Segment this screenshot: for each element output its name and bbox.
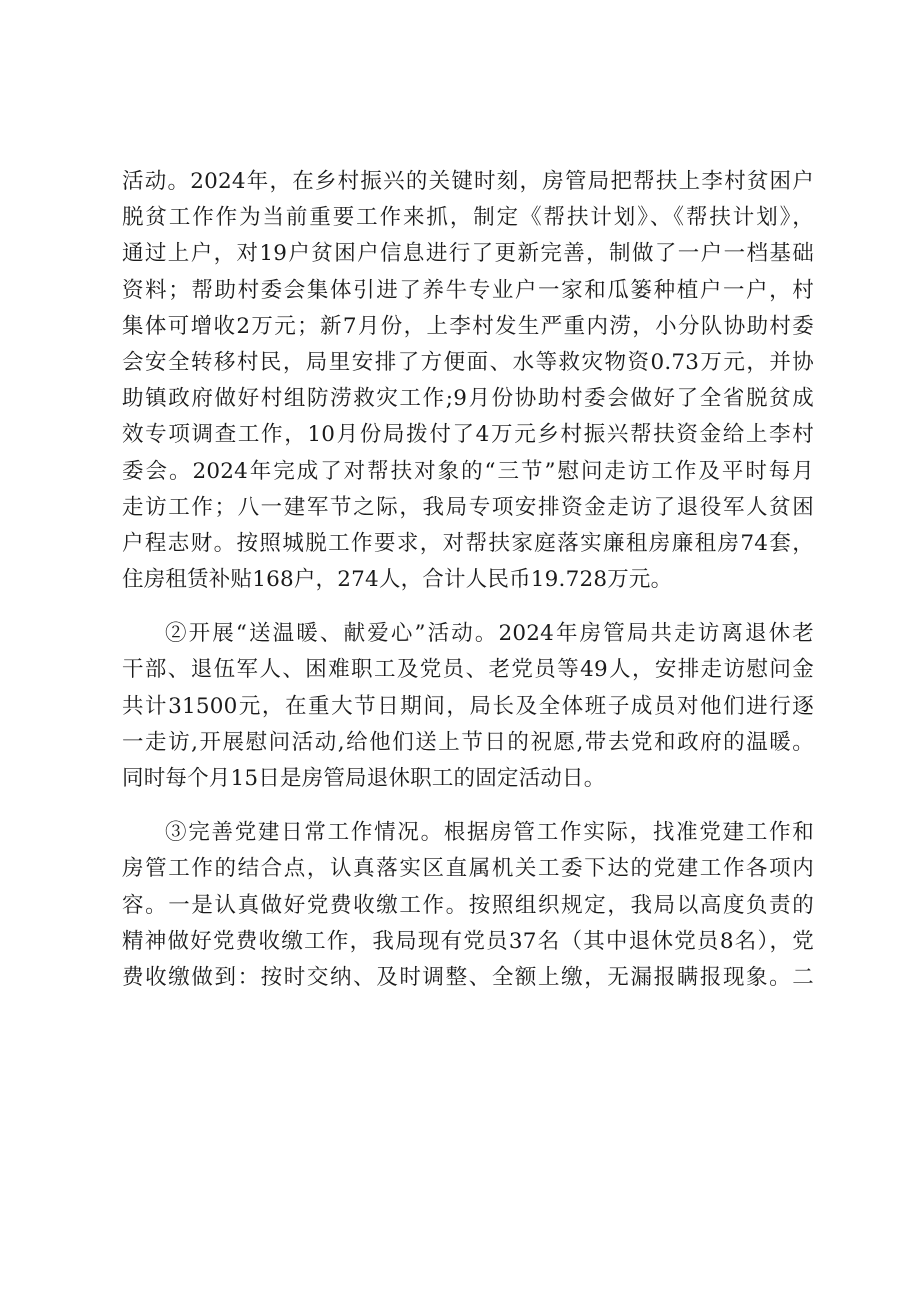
text-line: 效专项调查工作，10月份局拨付了4万元乡村振兴帮扶资金给上李村 — [122, 422, 814, 448]
text-line: 活动。2024年，在乡村振兴的关键时刻，房管局把帮扶上李村贫困户 — [122, 169, 814, 194]
paragraph-spacer — [122, 797, 814, 815]
text-line: 通过上户，对19户贫困户信息进行了更新完善，制做了一户一档基础 — [122, 241, 814, 267]
text-line: 同时每个月15日是房管局退休职工的固定活动日。 — [122, 766, 606, 791]
text-line: 资料；帮助村委会集体引进了养牛专业户一家和瓜篓种植户一户，村 — [122, 277, 814, 303]
text-line: 精神做好党费收缴工作，我局现有党员37名（其中退休党员8名），党 — [122, 928, 814, 954]
document-page — [122, 164, 814, 996]
text-line: 一走访,开展慰问活动,给他们送上节日的祝愿,带去党和政府的温暖。 — [122, 729, 814, 755]
text-line: 费收缴做到：按时交纳、及时调整、全额上缴，无漏报瞒报现象。二 — [122, 964, 814, 990]
text-line: 会安全转移村民，局里安排了方便面、水等救灾物资0.73万元，并协 — [122, 349, 814, 375]
text-line: 集体可增收2万元；新7月份，上李村发生严重内涝，小分队协助村委 — [122, 313, 814, 339]
text-line: 共计31500元，在重大节日期间，局长及全体班子成员对他们进行逐 — [122, 693, 814, 719]
text-line: ③完善党建日常工作情况。根据房管工作实际，找准党建工作和 — [165, 820, 814, 846]
paragraph-poverty-alleviation — [122, 164, 814, 598]
text-line: 走访工作；八一建军节之际，我局专项安排资金走访了退役军人贫困 — [122, 494, 814, 520]
text-line: 住房租赁补贴168户，274人，合计人民币19.728万元。 — [122, 567, 673, 593]
text-line: 助镇政府做好村组防涝救灾工作;9月份协助村委会做好了全省脱贫成 — [122, 386, 814, 412]
text-line: ②开展“送温暖、献爱心”活动。2024年房管局共走访离退休老 — [165, 621, 814, 647]
text-line: 脱贫工作作为当前重要工作来抓，制定《帮扶计划》、《帮扶计划》， — [122, 205, 814, 231]
paragraph-spacer — [122, 598, 814, 616]
text-line: 干部、退伍军人、困难职工及党员、老党员等49人，安排走访慰问金 — [122, 657, 814, 683]
text-line: 户程志财。按照城脱工作要求，对帮扶家庭落实廉租房廉租房74套， — [122, 530, 814, 556]
paragraph-warmth-activity — [122, 616, 814, 797]
paragraph-party-building — [122, 815, 814, 996]
text-line: 委会。2024年完成了对帮扶对象的“三节”慰问走访工作及平时每月 — [122, 458, 814, 484]
text-line: 容。一是认真做好党费收缴工作。按照组织规定，我局以高度负责的 — [122, 892, 814, 918]
text-line: 房管工作的结合点，认真落实区直属机关工委下达的党建工作各项内 — [122, 856, 814, 882]
